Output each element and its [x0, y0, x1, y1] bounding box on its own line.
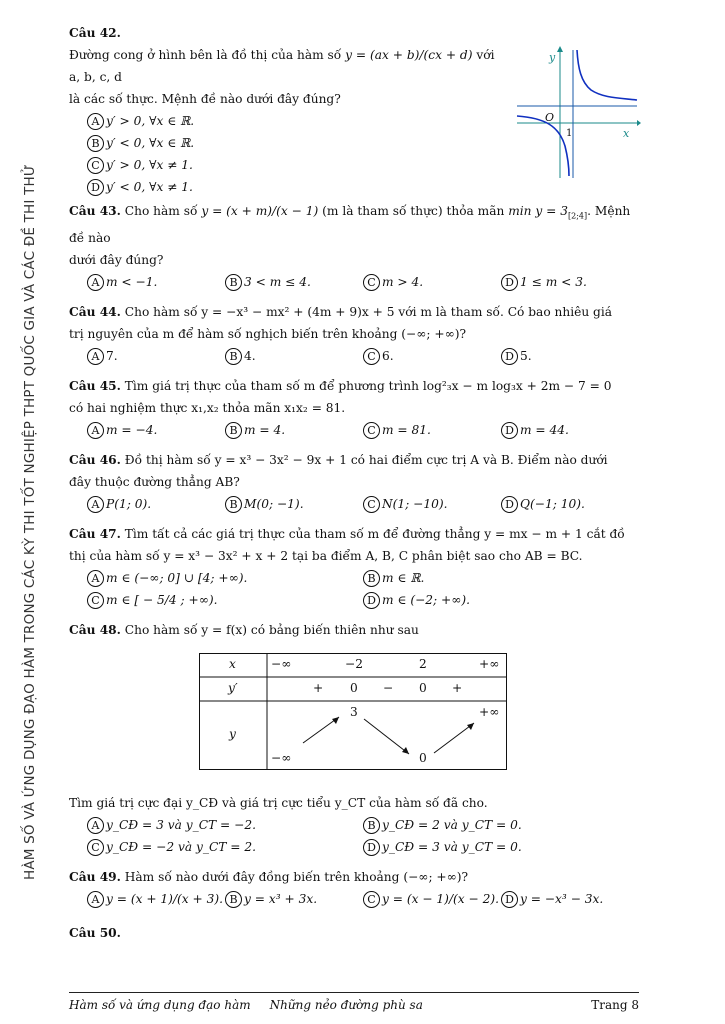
option-text: 3 < m ≤ 4. [244, 275, 311, 290]
option-c[interactable] [87, 836, 363, 858]
option-text: M(0; −1). [244, 497, 304, 512]
option-text: y_CĐ = −2 và y_CT = 2. [106, 840, 256, 855]
option-letter: D [363, 839, 380, 856]
option-c[interactable] [363, 493, 501, 515]
table-sign: 0 [419, 681, 427, 696]
option-letter: C [363, 274, 380, 291]
option-b[interactable] [225, 271, 363, 293]
option-letter: A [87, 113, 104, 130]
option-letter: B [225, 496, 242, 513]
option-c[interactable] [87, 589, 363, 611]
option-d[interactable] [87, 176, 639, 198]
option-text: m ∈ (−2; +∞). [382, 593, 471, 608]
option-letter: A [87, 274, 104, 291]
option-text: y = (x + 1)/(x + 3). [106, 892, 224, 907]
question-label: Câu 50. [69, 926, 121, 941]
graph-y-label: y [549, 51, 556, 64]
answer-options [87, 419, 639, 441]
answer-options-row1 [87, 814, 639, 836]
option-d[interactable] [363, 589, 639, 611]
question-label: Câu 47. [69, 527, 121, 542]
question-text: dưới đây đúng? [69, 253, 164, 268]
formula: y = (ax + b)/(cx + d) [345, 48, 473, 62]
option-text: m ∈ ℝ. [382, 571, 425, 586]
page-footer [69, 998, 639, 1012]
question-46 [69, 449, 639, 515]
option-text: 6. [382, 349, 394, 364]
option-letter: B [225, 891, 242, 908]
option-letter: A [87, 817, 104, 834]
min-expression: min y = 3 [508, 204, 568, 218]
option-text: y = x³ + 3x. [244, 892, 318, 907]
option-text: 7. [106, 349, 118, 364]
question-43 [69, 200, 639, 293]
graph-origin-label: O [545, 111, 555, 124]
option-letter: C [87, 839, 104, 856]
option-b[interactable] [225, 888, 363, 910]
side-banner: HÀM SỐ VÀ ỨNG DỤNG ĐẠO HÀM TRONG CÁC KỲ THI TỐT NGHIỆP THPT QUỐC GIA VÀ CÁC ĐỀ THI THỬ [22, 164, 38, 880]
option-text: m > 4. [382, 275, 424, 290]
option-c[interactable] [363, 888, 501, 910]
option-d[interactable] [363, 836, 639, 858]
option-a[interactable] [87, 419, 225, 441]
option-a[interactable] [87, 567, 363, 589]
table-sign: + [313, 681, 324, 696]
question-text: là các số thực. Mệnh đề nào dưới đây đúng? [69, 92, 341, 106]
footer-title: Hàm số và ứng dụng đạo hàm Những nẻo đường phù sa [69, 998, 423, 1012]
table-x-value: +∞ [479, 657, 500, 672]
question-text: Hàm số nào dưới đây đồng biến trên khoảng (−∞; +∞)? [124, 870, 469, 885]
option-text: y_CĐ = 2 và y_CT = 0. [382, 818, 522, 833]
answer-options-row2 [87, 836, 639, 858]
question-42 [69, 22, 639, 192]
answer-options [87, 888, 639, 910]
question-50 [69, 922, 639, 944]
table-sign: − [383, 681, 394, 696]
option-b[interactable] [225, 345, 363, 367]
option-letter: C [363, 891, 380, 908]
question-45 [69, 375, 639, 441]
option-text: y = (x − 1)/(x − 2). [382, 892, 500, 907]
answer-options [87, 493, 639, 515]
question-text: Cho hàm số y = −x³ − mx² + (4m + 9)x + 5 với m là tham số. Có bao nhiêu giá [124, 305, 613, 320]
option-a[interactable] [87, 814, 363, 836]
option-letter: C [363, 422, 380, 439]
option-c[interactable] [363, 345, 501, 367]
question-label: Câu 46. [69, 453, 121, 468]
question-list [69, 20, 639, 944]
option-text: y_CĐ = 3 và y_CT = −2. [106, 818, 256, 833]
option-d[interactable] [501, 271, 639, 293]
option-letter: B [363, 817, 380, 834]
option-letter: A [87, 891, 104, 908]
table-x-value: 2 [419, 657, 427, 672]
option-letter: C [87, 592, 104, 609]
question-label: Câu 42. [69, 26, 121, 40]
option-text: m < −1. [106, 275, 158, 290]
option-d[interactable] [501, 419, 639, 441]
option-d[interactable] [501, 345, 639, 367]
option-text: m ∈ [ − 5/4 ; +∞). [106, 593, 218, 608]
question-text: Cho hàm số [124, 204, 198, 218]
option-d[interactable] [501, 888, 639, 910]
option-b[interactable] [363, 567, 639, 589]
question-text: đây thuộc đường thẳng AB? [69, 475, 240, 490]
question-49 [69, 866, 639, 910]
option-letter: B [87, 135, 104, 152]
question-47 [69, 523, 639, 611]
table-x-value: −∞ [271, 657, 292, 672]
option-text: y′ < 0, ∀x ∈ ℝ. [106, 136, 195, 150]
option-letter: B [225, 348, 242, 365]
table-y-value: 3 [350, 705, 358, 720]
table-row-y: y [229, 727, 236, 742]
table-y-value: +∞ [479, 705, 500, 720]
table-row-yprime: y′ [228, 681, 238, 696]
option-letter: A [87, 348, 104, 365]
option-letter: A [87, 496, 104, 513]
answer-options [87, 345, 639, 367]
question-text: Cho hàm số y = f(x) có bảng biến thiên như sau [124, 623, 419, 638]
option-letter: C [87, 157, 104, 174]
option-text: y = −x³ − 3x. [520, 892, 604, 907]
option-text: m = −4. [106, 423, 158, 438]
question-label: Câu 48. [69, 623, 121, 638]
graph-x-label: x [623, 127, 630, 140]
question-text: trị nguyên của m để hàm số nghịch biến trên khoảng (−∞; +∞)? [69, 327, 467, 342]
question-text: Tìm giá trị thực của tham số m để phương trình log²₃x − m log₃x + 2m − 7 = 0 [124, 379, 612, 394]
option-letter: D [501, 496, 518, 513]
question-label: Câu 49. [69, 870, 121, 885]
option-text: 4. [244, 349, 256, 364]
question-label: Câu 43. [69, 204, 121, 218]
variation-table [199, 653, 507, 770]
min-domain: [2;4] [568, 211, 588, 221]
question-44 [69, 301, 639, 367]
option-letter: D [363, 592, 380, 609]
option-letter: B [225, 422, 242, 439]
question-text: (m là tham số thực) thỏa mãn [322, 204, 505, 218]
table-sign: + [452, 681, 463, 696]
table-x-value: −2 [345, 657, 363, 672]
option-letter: D [501, 348, 518, 365]
question-text: Đường cong ở hình bên là đồ thị của hàm số [69, 48, 342, 62]
option-text: Q(−1; 10). [520, 497, 585, 512]
option-text: y_CĐ = 3 và y_CT = 0. [382, 840, 522, 855]
question-text: Tìm giá trị cực đại y_CĐ và giá trị cực tiểu y_CT của hàm số đã cho. [69, 796, 488, 811]
option-letter: D [501, 274, 518, 291]
question-label: Câu 45. [69, 379, 121, 394]
option-letter: B [363, 570, 380, 587]
question-text: . Mệnh đề nào [69, 204, 631, 246]
option-letter: A [87, 570, 104, 587]
option-c[interactable] [363, 419, 501, 441]
hyperbola-graph [515, 46, 641, 178]
table-sign: 0 [350, 681, 358, 696]
option-a[interactable] [87, 271, 225, 293]
question-text: với a, b, c, d [69, 48, 495, 84]
option-letter: B [225, 274, 242, 291]
answer-options-row2 [87, 589, 639, 611]
option-a[interactable] [87, 888, 225, 910]
question-label: Câu 44. [69, 305, 121, 320]
option-text: m = 44. [520, 423, 569, 438]
option-letter: D [501, 422, 518, 439]
answer-options-row1 [87, 567, 639, 589]
formula: y = (x + m)/(x − 1) [201, 204, 319, 218]
option-text: P(1; 0). [106, 497, 152, 512]
option-letter: D [87, 179, 104, 196]
table-row-x: x [229, 657, 236, 672]
option-text: 5. [520, 349, 532, 364]
table-y-value: −∞ [271, 751, 292, 766]
question-text: có hai nghiệm thực x₁,x₂ thỏa mãn x₁x₂ = 81. [69, 401, 346, 416]
graph-tick-label: 1 [566, 128, 573, 139]
option-b[interactable] [225, 493, 363, 515]
option-d[interactable] [501, 493, 639, 515]
option-text: y′ > 0, ∀x ∈ ℝ. [106, 114, 195, 128]
option-text: y′ > 0, ∀x ≠ 1. [106, 158, 193, 172]
option-a[interactable] [87, 345, 225, 367]
option-b[interactable] [363, 814, 639, 836]
question-48 [69, 619, 639, 858]
option-b[interactable] [225, 419, 363, 441]
answer-options [87, 271, 639, 293]
option-letter: C [363, 348, 380, 365]
option-a[interactable] [87, 493, 225, 515]
option-letter: C [363, 496, 380, 513]
option-text: 1 ≤ m < 3. [520, 275, 587, 290]
question-text: thị của hàm số y = x³ − 3x² + x + 2 tại ba điểm A, B, C phân biệt sao cho AB = BC. [69, 549, 583, 564]
option-letter: D [501, 891, 518, 908]
option-text: m ∈ (−∞; 0] ∪ [4; +∞). [106, 571, 248, 586]
page-number: Trang 8 [591, 998, 639, 1012]
option-text: N(1; −10). [382, 497, 448, 512]
option-text: y′ < 0, ∀x ≠ 1. [106, 180, 193, 194]
table-y-value: 0 [419, 751, 427, 766]
question-text: Tìm tất cả các giá trị thực của tham số m để đường thẳng y = mx − m + 1 cắt đồ [124, 527, 625, 542]
question-text: Đồ thị hàm số y = x³ − 3x² − 9x + 1 có hai điểm cực trị A và B. Điểm nào dưới [124, 453, 608, 468]
option-text: m = 81. [382, 423, 431, 438]
option-c[interactable] [363, 271, 501, 293]
option-text: m = 4. [244, 423, 286, 438]
footer-divider [69, 992, 639, 993]
option-letter: A [87, 422, 104, 439]
